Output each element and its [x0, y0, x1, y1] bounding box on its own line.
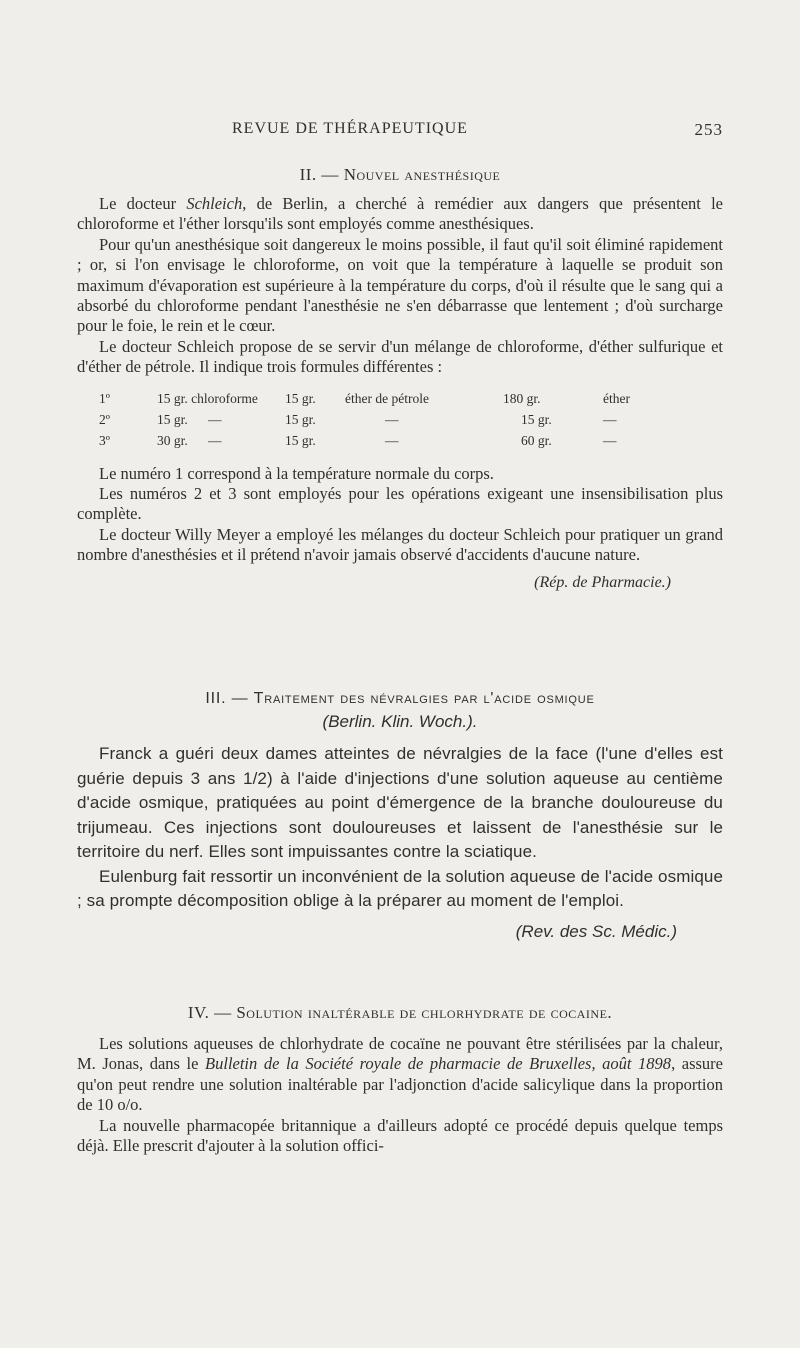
section-2-numeral: II. — — [299, 165, 344, 184]
table-cell: — — [603, 411, 617, 427]
section-2-paragraph-3: Le docteur Schleich propose de se servir d'un mélange de chloroforme, d'éther sulfurique et d'éther de pétrole. Il indique trois formules différentes : — [77, 336, 723, 377]
text-run: Les solutions aqueuses de chlorhydrate de cocaïne ne pouvant être stérilisées par la chaleur, M. Jonas, dans le — [77, 1034, 723, 1074]
table-cell: — — [385, 432, 399, 448]
table-cell: 15 gr. — [285, 411, 316, 427]
section-3-paragraph-1: Franck a guéri deux dames atteintes de névralgies de la face (l'une d'elles est guérie depuis 3 ans 1/2) à l'aide d'injections d'une solution aqueuse au centième d'acide osmique, pratiquées au point d'émergence de la branche douloureuse du trijumeau. Ces injections sont douloureuses et laissent de l'anesthésie sur le territoire du nerf. Elles sont impuissantes contre la sciatique. — [77, 744, 723, 861]
section-4 — [77, 1003, 723, 1156]
table-cell: 15 gr. — [285, 390, 316, 406]
section-3-reference: (Rev. des Sc. Médic.) — [515, 921, 677, 941]
table-cell: 60 gr. — [521, 432, 552, 448]
table-cell: 1º — [99, 390, 110, 406]
table-cell: — — [603, 432, 617, 448]
section-2-reference: (Rép. de Pharmacie.) — [534, 573, 671, 591]
section-2-paragraph-5: Les numéros 2 et 3 sont employés pour les opérations exigeant une insensibilisation plus complète. — [77, 484, 723, 524]
section-2-paragraph-4: Le numéro 1 correspond à la température normale du corps. — [99, 463, 494, 483]
section-3-title: Traitement des névralgies par l'acide osmique — [253, 690, 595, 707]
text-run: Le docteur — [99, 194, 187, 213]
table-row — [99, 412, 703, 433]
section-3 — [77, 690, 723, 942]
text-run: , de Berlin, a cherché à remédier aux dangers que présentent le chloroforme et l'éther lorsqu'ils sont employés comme anesthésiques. — [77, 194, 723, 234]
section-3-numeral: III. — — [205, 690, 254, 707]
section-4-paragraph-2: La nouvelle pharmacopée britannique a d'ailleurs adopté ce procédé depuis quelque temps déjà. Elle prescrit d'ajouter à la solution offici- — [77, 1115, 723, 1156]
journal-title: Bulletin de la Société royale de pharmacie de Bruxelles, août 1898 — [205, 1054, 672, 1074]
table-cell: éther de pétrole — [345, 390, 429, 406]
table-row — [99, 391, 703, 412]
author-name: Schleich — [186, 194, 243, 213]
table-cell: 30 gr. — — [157, 432, 222, 448]
table-cell: 15 gr. — [521, 411, 552, 427]
text-run: , assure qu'on peut rendre une solution inaltérable par l'adjonction d'acide salicylique dans la proportion de 10 o/o. — [77, 1054, 723, 1115]
table-cell: — — [385, 411, 399, 427]
formulas-table — [99, 391, 703, 454]
table-cell: 15 gr. — [285, 432, 316, 448]
section-2-paragraph-2: Pour qu'un anesthésique soit dangereux le moins possible, il faut qu'il soit éliminé rapidement ; or, si l'on envisage le chloroforme, on voit que la température à laquelle se produit son maximum d'évaporation est supérieure à la température du corps, d'où il résulte que le sang qui a absorbé du chloroforme pendant l'anesthésie ne s'en débarrasse que lentement ; d'où surcharge pour le foie, le rein et le cœur. — [77, 234, 723, 336]
section-3-paragraph-2: Eulenburg fait ressortir un inconvénient de la solution aqueuse de l'acide osmique ; sa prompte décomposition oblige à la préparer au moment de l'emploi. — [77, 866, 723, 910]
section-2 — [77, 165, 723, 592]
section-3-subtitle: (Berlin. Klin. Woch.). — [322, 712, 478, 731]
table-cell: 15 gr. — — [157, 411, 222, 427]
table-cell: 180 gr. — [503, 390, 541, 406]
table-cell: 3º — [99, 432, 110, 448]
table-row — [99, 433, 703, 454]
section-4-numeral: IV. — — [187, 1003, 237, 1022]
table-cell: 15 gr. chloroforme — [157, 390, 258, 406]
section-4-paragraph-1 — [77, 1034, 723, 1116]
section-2-heading — [77, 165, 723, 185]
section-3-heading — [77, 690, 723, 708]
section-4-title: Solution inaltérable de chlorhydrate de cocaine. — [236, 1003, 613, 1022]
table-cell: éther — [603, 390, 630, 406]
page-number: 253 — [694, 120, 723, 139]
section-4-heading — [77, 1003, 723, 1023]
running-title: REVUE DE THÉRAPEUTIQUE — [232, 120, 468, 137]
section-2-paragraph-1 — [77, 194, 723, 235]
table-cell: 2º — [99, 411, 110, 427]
section-2-title: Nouvel anesthésique — [343, 165, 501, 184]
section-2-paragraph-6: Le docteur Willy Meyer a employé les mélanges du docteur Schleich pour pratiquer un grand nombre d'anesthésies et il prétend n'avoir jamais observé d'accidents d'aucune nature. — [77, 524, 723, 565]
